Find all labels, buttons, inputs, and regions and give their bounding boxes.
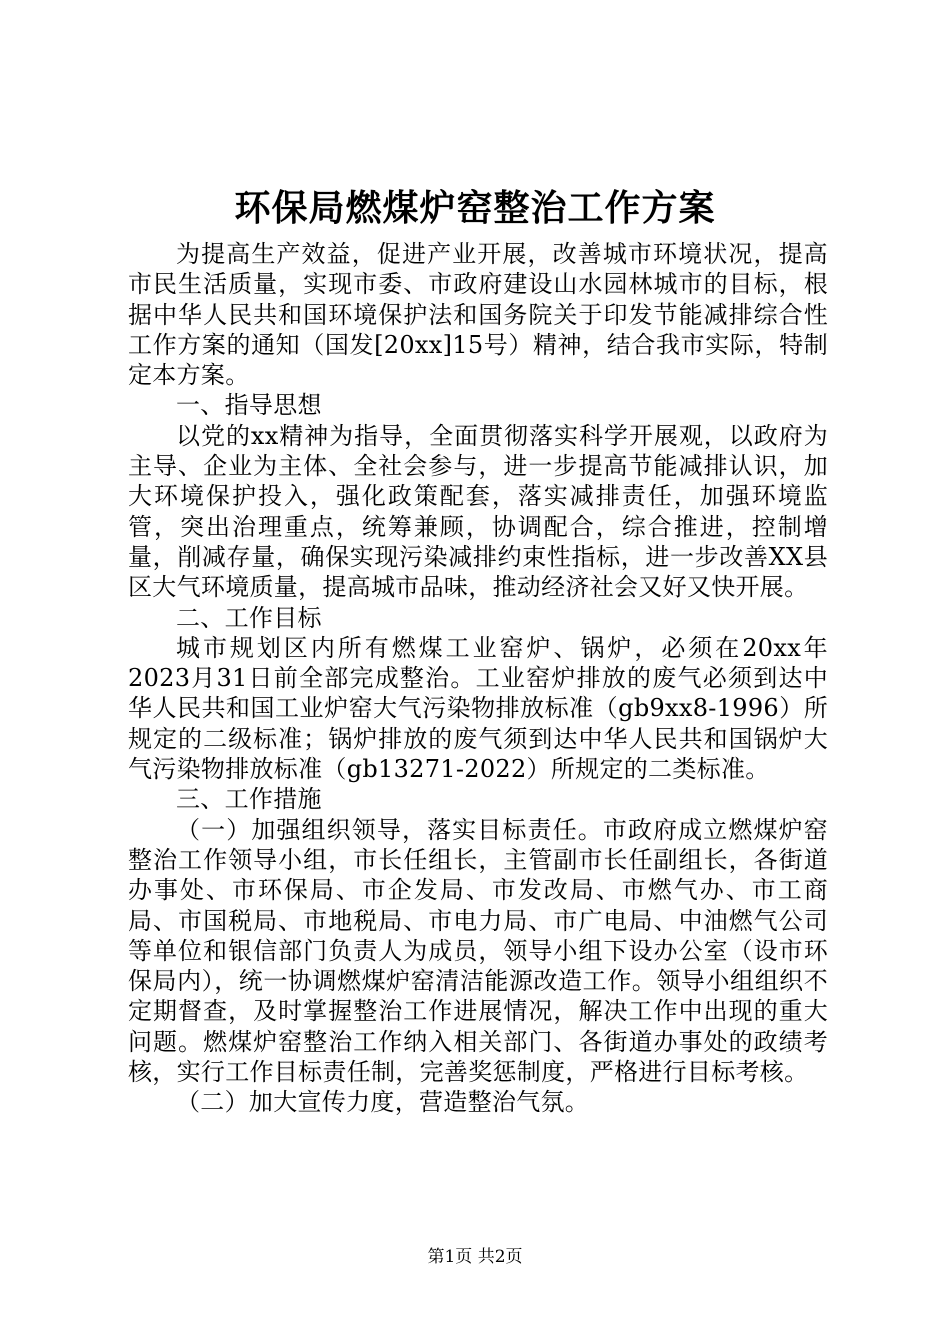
measure-two-paragraph: （二）加大宣传力度，营造整治气氛。 (176, 1088, 590, 1117)
section-heading-guiding-ideology: 一、指导思想 (176, 391, 322, 420)
section-heading-work-measures: 三、工作措施 (176, 785, 322, 814)
section-heading-work-goals: 二、工作目标 (176, 603, 322, 632)
intro-paragraph: 为提高生产效益，促进产业开展，改善城市环境状况，提高市民生活质量，实现市委、市政府建设山水园林城市的目标，根据中华人民共和国环境保护法和国务院关于印发节能减排综合性工作方案的通知（国发[20xx]15号）精神，结合我市实际，特制定本方案。 (128, 240, 828, 390)
document-body (128, 239, 828, 1118)
measure-one-paragraph: （一）加强组织领导，落实目标责任。市政府成立燃煤炉窑整治工作领导小组，市长任组长，主管副市长任副组长，各街道办事处、市环保局、市企发局、市发改局、市燃气办、市工商局、市国税局、市地税局、市电力局、市广电局、中油燃气公司等单位和银信部门负责人为成员，领导小组下设办公室（设市环保局内），统一协调燃煤炉窑清洁能源改造工作。领导小组组织不定期督查，及时掌握整治工作进展情况，解决工作中出现的重大问题。燃煤炉窑整治工作纳入相关部门、各街道办事处的政绩考核，实行工作目标责任制，完善奖惩制度，严格进行目标考核。 (128, 815, 828, 1087)
page-number-footer: 第1页 共2页 (427, 1247, 523, 1267)
guiding-ideology-paragraph: 以党的xx精神为指导，全面贯彻落实科学开展观，以政府为主导、企业为主体、全社会参与，进一步提高节能减排认识，加大环境保护投入，强化政策配套，落实减排责任，加强环境监管，突出治理重点，统筹兼顾，协调配合，综合推进，控制增量，削减存量，确保实现污染减排约束性指标，进一步改善XX县区大气环境质量，提高城市品味，推动经济社会又好又快开展。 (128, 421, 828, 602)
document-title: 环保局燃煤炉窑整治工作方案 (234, 187, 716, 229)
work-goals-paragraph: 城市规划区内所有燃煤工业窑炉、锅炉，必须在20xx年2023月31日前全部完成整治。工业窑炉排放的废气必须到达中华人民共和国工业炉窑大气污染物排放标准（gb9xx8-1996）所规定的二级标准；锅炉排放的废气须到达中华人民共和国锅炉大气污染物排放标准（gb13271-2022）所规定的二类标准。 (128, 633, 828, 784)
